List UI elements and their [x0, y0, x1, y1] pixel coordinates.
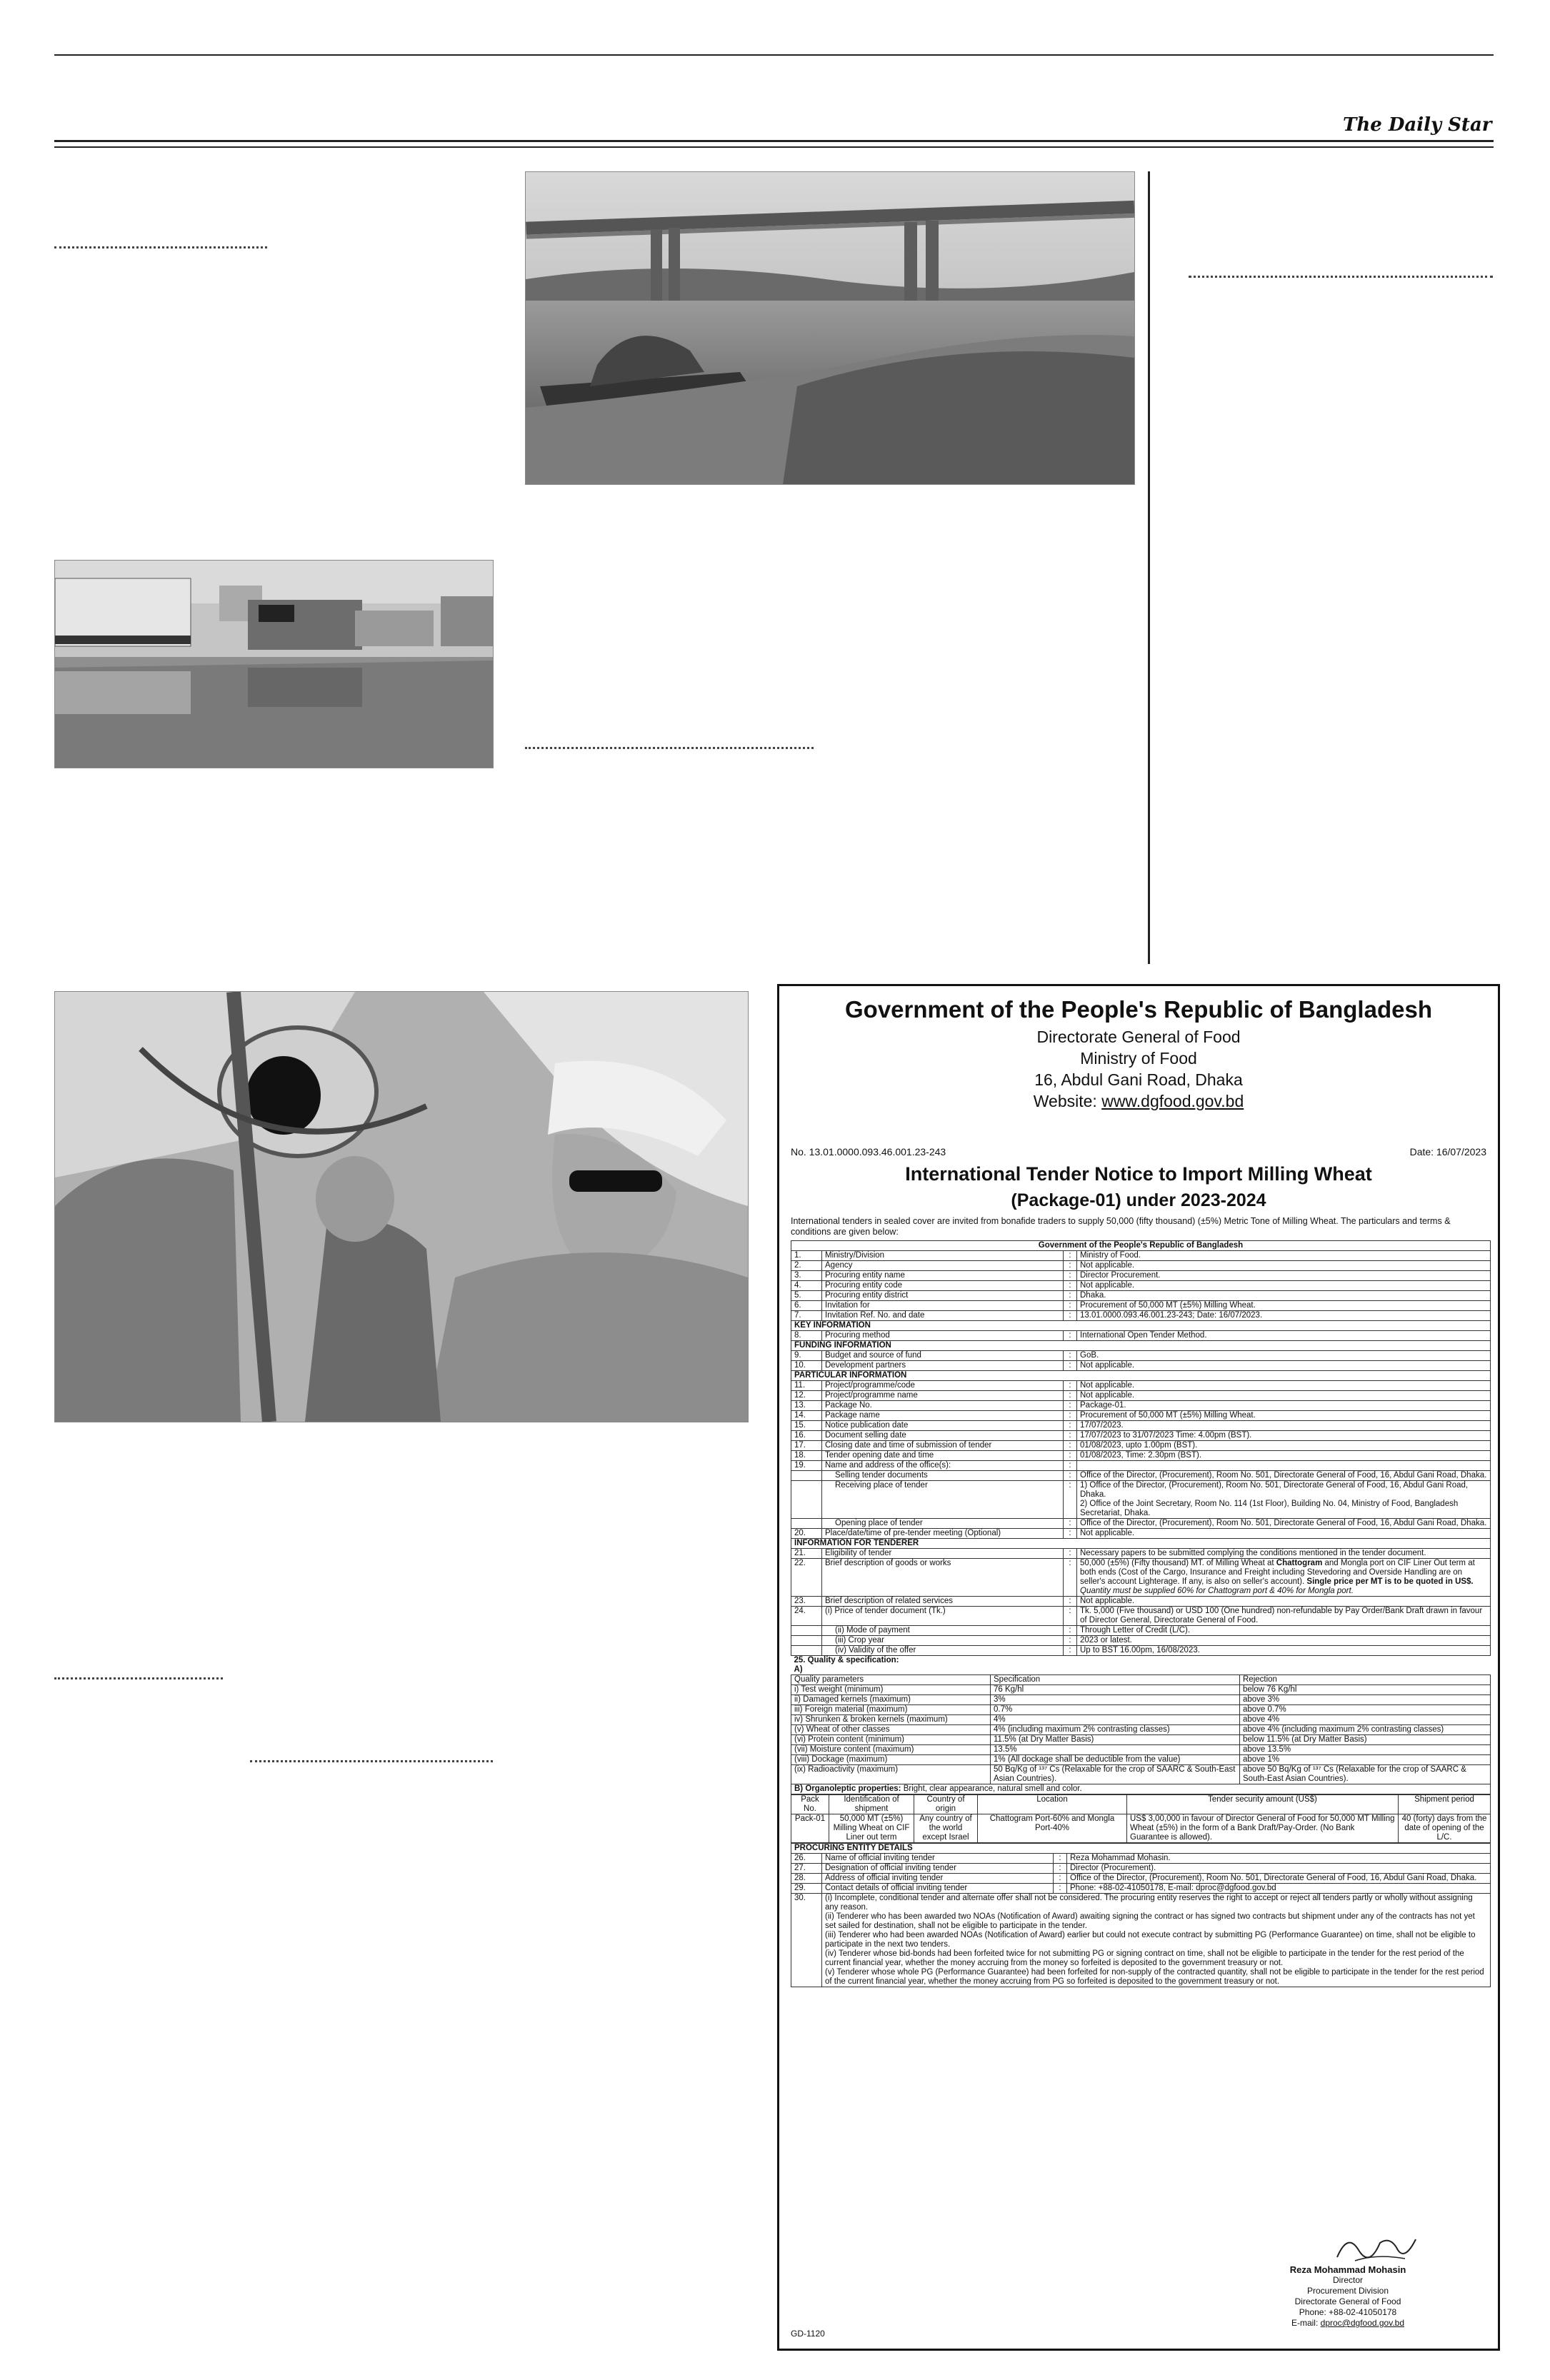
table-row: 23. Brief description of related services : Not applicable. [791, 1597, 1491, 1607]
quality-table: Quality parameters Specification Rejection i) Test weight (minimum) 76 Kg/hl below 76 Kg/hl ii) Damaged kernels (maximum) 3% above 3% iii) Foreign material (maximum) 0.7% above 0.7% iv) Shrunken & broken kernels (maximum) 4% above 4% (v) Wheat of other classes 4% (including maximum 2% contrasting classes) above 4% (including maximum 2% contrasting classes) (vi) Protein content (minimum) 11.5% (at Dry Matter Basis) below 11.5% (at Dry Matter Basis) (vii) Moisture content (maximum) 13.5% above 13.5% (viii) Dockage (maximum) 1% (All dockage shall be deductible from the value) above 1% (ix) Radioactivity (maximum) 50 Bq/Kg of ¹³⁷ Cs (Relaxable for the crop of SAARC & South-East Asian Countries). above 50 Bq/Kg of ¹³⁷ Cs (Relaxable for the crop of SAARC & South-East Asian Countries). B) Organoleptic properties: Bright, clear appearance, natural smell and color. [791, 1674, 1491, 1794]
table-row: 9. Budget and source of fund : GoB. [791, 1351, 1491, 1361]
table-row: iii) Foreign material (maximum) 0.7% above 0.7% [791, 1705, 1491, 1715]
table-row: 16. Document selling date : 17/07/2023 to 31/07/2023 Time: 4.00pm (BST). [791, 1431, 1491, 1441]
signature-block: Reza Mohammad Mohasin Director Procurement Division Directorate General of Food Phone: +88-02-41050178 E-mail: dproc@dgfood.gov.bd [1248, 2264, 1448, 2329]
website-link[interactable]: www.dgfood.gov.bd [1101, 1092, 1244, 1110]
website-label: Website: [1033, 1092, 1102, 1110]
organoleptic-row: B) Organoleptic properties: Bright, clear appearance, natural smell and color. [791, 1784, 1491, 1794]
table-row: 28. Address of official inviting tender : Office of the Director, (Procurement), Room No. 501, Directorate General of Food, 16, Abdul Gani Road, Dhaka. [791, 1874, 1491, 1884]
tender-body [791, 1240, 1491, 1987]
notice-date: Date: 16/07/2023 [1409, 1146, 1486, 1158]
table-row: 5. Procuring entity district : Dhaka. [791, 1291, 1491, 1301]
table-row: iv) Shrunken & broken kernels (maximum) 4% above 4% [791, 1715, 1491, 1725]
table-row: Pack-01 50,000 MT (±5%) Milling Wheat on CIF Liner out term Any country of the world except Israel Chattogram Port-60% and Mongla Port-40% US$ 3,00,000 in favour of Director General of Food for 50,000 MT Milling Wheat (±5%) in the form of a Bank Draft/Pay-Order. (No Bank Guarantee is allowed). 40 (forty) days from the date of opening of the L/C. [791, 1814, 1491, 1843]
notice-subtitle: (Package-01) under 2023-2024 [1011, 1190, 1266, 1210]
river-bridge-photo [525, 171, 1135, 485]
table-row: Selling tender documents : Office of the Director, (Procurement), Room No. 501, Directorate General of Food, 16, Abdul Gani Road, Dhaka. [791, 1471, 1491, 1481]
directorate-line: Directorate General of Food [1036, 1028, 1241, 1046]
table-row: (iv) Validity of the offer : Up to BST 16.00pm, 16/08/2023. [791, 1646, 1491, 1656]
table-row: 11. Project/programme/code : Not applicable. [791, 1381, 1491, 1391]
table-row: 29. Contact details of official inviting tender : Phone: +88-02-41050178, E-mail: dproc@dgfood.gov.bd [791, 1884, 1491, 1894]
table-row: (vi) Protein content (minimum) 11.5% (at Dry Matter Basis) below 11.5% (at Dry Matter Basis) [791, 1735, 1491, 1745]
flooded-bus-stand-photo [54, 560, 494, 768]
table-row: Receiving place of tender : 1) Office of the Director, (Procurement), Room No. 501, Directorate General of Food, 16, Abdul Gani Road, Dhaka. 2) Office of the Joint Secretary, Room No. 114 (1st Floor), Building No. 04, Ministry of Food, Bangladesh Secretariat, Dhaka. [791, 1481, 1491, 1519]
procuring-entity-table [791, 1843, 1491, 1987]
website-line [779, 1092, 1498, 1111]
table-row: (viii) Dockage (maximum) 1% (All dockage shall be deductible from the value) above 1% [791, 1755, 1491, 1765]
table-row: 2. Agency : Not applicable. [791, 1261, 1491, 1271]
notice-intro: International tenders in sealed cover are invited from bonafide traders to supply 50,000 (fifty thousand) (±5%) Metric Tone of Milling Wheat. The particulars and terms & conditions are given below: [791, 1216, 1451, 1237]
table-row: 12. Project/programme name : Not applicable. [791, 1391, 1491, 1401]
masthead-logo: The Daily Star [1343, 114, 1492, 136]
column-rule [1148, 171, 1150, 964]
table-row: 6. Invitation for : Procurement of 50,000 MT (±5%) Milling Wheat. [791, 1301, 1491, 1311]
table-row: 26. Name of official inviting tender : Reza Mohammad Mohasin. [791, 1854, 1491, 1864]
section-information-for-tenderer: INFORMATION FOR TENDERER [791, 1539, 1491, 1549]
separator-1 [54, 246, 267, 248]
table-row: (ix) Radioactivity (maximum) 50 Bq/Kg of ¹³⁷ Cs (Relaxable for the crop of SAARC & South-East Asian Countries). above 50 Bq/Kg of ¹³⁷ Cs (Relaxable for the crop of SAARC & South-East Asian Countries). [791, 1765, 1491, 1784]
shipment-table: Pack No. Identification of shipment Country of origin Location Tender security amount (US$) Shipment period Pack-01 50,000 MT (±5%) Milling Wheat on CIF Liner out term Any country of the world except Israel Chattogram Port-60% and Mongla Port-40% US$ 3,00,000 in favour of Director General of Food for 50,000 MT Milling Wheat (±5%) in the form of a Bank Draft/Pay-Order. (No Bank Guarantee is allowed). 40 (forty) days from the date of opening of the L/C. [791, 1794, 1491, 1843]
table-row: 7. Invitation Ref. No. and date : 13.01.0000.093.46.001.23-243; Date: 16/07/2023. [791, 1311, 1491, 1321]
table-row: 4. Procuring entity code : Not applicable. [791, 1281, 1491, 1291]
signature-mark [1334, 2229, 1419, 2264]
table-row: 24. (i) Price of tender document (Tk.) : Tk. 5,000 (Five thousand) or USD 100 (One hundred) non-refundable by Pay Order/Bank Draft drawn in favour of Director General, Directorate General of Food. [791, 1607, 1491, 1626]
header-rule-1 [54, 140, 1494, 142]
table-row: (vii) Moisture content (maximum) 13.5% above 13.5% [791, 1745, 1491, 1755]
separator-5 [250, 1760, 493, 1762]
separator-2 [1189, 276, 1493, 278]
separator-4 [54, 1677, 223, 1679]
section-funding-information: FUNDING INFORMATION [791, 1341, 1491, 1351]
men-tying-pot-to-tree-photo [54, 991, 749, 1422]
table-row: (v) Wheat of other classes 4% (including maximum 2% contrasting classes) above 4% (including maximum 2% contrasting classes) [791, 1725, 1491, 1735]
government-heading: Government of the People's Republic of Bangladesh [845, 996, 1432, 1023]
section-procuring-entity-details: PROCURING ENTITY DETAILS [791, 1844, 1491, 1854]
table-row: ii) Damaged kernels (maximum) 3% above 3% [791, 1695, 1491, 1705]
table-row: 15. Notice publication date : 17/07/2023. [791, 1421, 1491, 1431]
table-row: 10. Development partners : Not applicable. [791, 1361, 1491, 1371]
table-row: 22. Brief description of goods or works : 50,000 (±5%) (Fifty thousand) MT. of Milling Wheat at Chattogram and Mongla port on CIF Liner Out term at both ends (Cost of the Cargo, Insurance and Freight including Stevedoring and Overside Handling are on seller's account Lighterage. If any, is also on seller's account). Single price per MT is to be quoted in US$. Quantity must be supplied 60% for Chattogram port & 40% for Mongla port. [791, 1559, 1491, 1597]
signatory-name: Reza Mohammad Mohasin [1289, 2264, 1406, 2275]
table-row: i) Test weight (minimum) 76 Kg/hl below 76 Kg/hl [791, 1685, 1491, 1695]
table-row: 19. Name and address of the office(s): : [791, 1461, 1491, 1471]
section-key-information: KEY INFORMATION [791, 1321, 1491, 1331]
ministry-line: Ministry of Food [1080, 1049, 1197, 1068]
gd-number: GD-1120 [791, 2329, 825, 2339]
table-row: 20. Place/date/time of pre-tender meeting (Optional) : Not applicable. [791, 1529, 1491, 1539]
table-row: 17. Closing date and time of submission of tender : 01/08/2023, upto 1.00pm (BST). [791, 1441, 1491, 1451]
table-row: (iii) Crop year : 2023 or latest. [791, 1636, 1491, 1646]
table-row: 13. Package No. : Package-01. [791, 1401, 1491, 1411]
table-row: 1. Ministry/Division : Ministry of Food. [791, 1251, 1491, 1261]
notice-title: International Tender Notice to Import Milling Wheat [905, 1163, 1372, 1185]
quality-section-title: 25. Quality & specification: A) [794, 1656, 899, 1674]
reference-number: No. 13.01.0000.093.46.001.23-243 [791, 1146, 946, 1158]
table-row: 3. Procuring entity name : Director Procurement. [791, 1271, 1491, 1281]
tender-notice [777, 984, 1500, 2351]
section-particular-information: PARTICULAR INFORMATION [791, 1371, 1491, 1381]
address-line: 16, Abdul Gani Road, Dhaka [1034, 1070, 1243, 1089]
separator-3 [525, 747, 814, 749]
table-row: 8. Procuring method : International Open Tender Method. [791, 1331, 1491, 1341]
header-rule-2 [54, 146, 1494, 148]
table-row: 30. (i) Incomplete, conditional tender and alternate offer shall not be considered. The procuring entity reserves the right to accept or reject all tenders partly or wholly without assigning any reason. (ii) Tenderer who has been awarded two NOAs (Notification of Award) awaiting signing the contract or has signed two contracts but shipment under any of the contracts has not yet set sailed for destination, shall not be eligible to participate in the tender. (iii) Tenderer who had been awarded NOAs (Notification of Award) earlier but could not execute contract by submitting PG (Performance Guarantee) on time, shall not be eligible to participate in the next two tenders. (iv) Tenderer whose bid-bonds had been forfeited twice for not submitting PG or signing contract on time, shall not be eligible to participate in the tender for the rest period of the current financial year, whether the money accruing from the money so forfeited is deposited to the government treasury or not. (v) Tenderer whose whole PG (Performance Guarantee) had been forfeited for non-supply of the contracted quantity, shall not be eligible to participate in the tender for the rest period of the current financial year, whether the money accruing from PG so forfeited is deposited to the government treasury or not. [791, 1894, 1491, 1987]
tender-details-table [791, 1240, 1491, 1674]
top-rule [54, 54, 1494, 56]
table-row: 27. Designation of official inviting tender : Director (Procurement). [791, 1864, 1491, 1874]
table-row: 21. Eligibility of tender : Necessary papers to be submitted complying the conditions mentioned in the tender document. [791, 1549, 1491, 1559]
table-row: 14. Package name : Procurement of 50,000 MT (±5%) Milling Wheat. [791, 1411, 1491, 1421]
table-title: Government of the People's Republic of Bangladesh [791, 1241, 1491, 1251]
table-row: (ii) Mode of payment : Through Letter of Credit (L/C). [791, 1626, 1491, 1636]
table-row: Opening place of tender : Office of the Director, (Procurement), Room No. 501, Directorate General of Food, 16, Abdul Gani Road, Dhaka. [791, 1519, 1491, 1529]
table-row: 18. Tender opening date and time : 01/08/2023, Time: 2.30pm (BST). [791, 1451, 1491, 1461]
email-link[interactable]: dproc@dgfood.gov.bd [1320, 2318, 1405, 2328]
